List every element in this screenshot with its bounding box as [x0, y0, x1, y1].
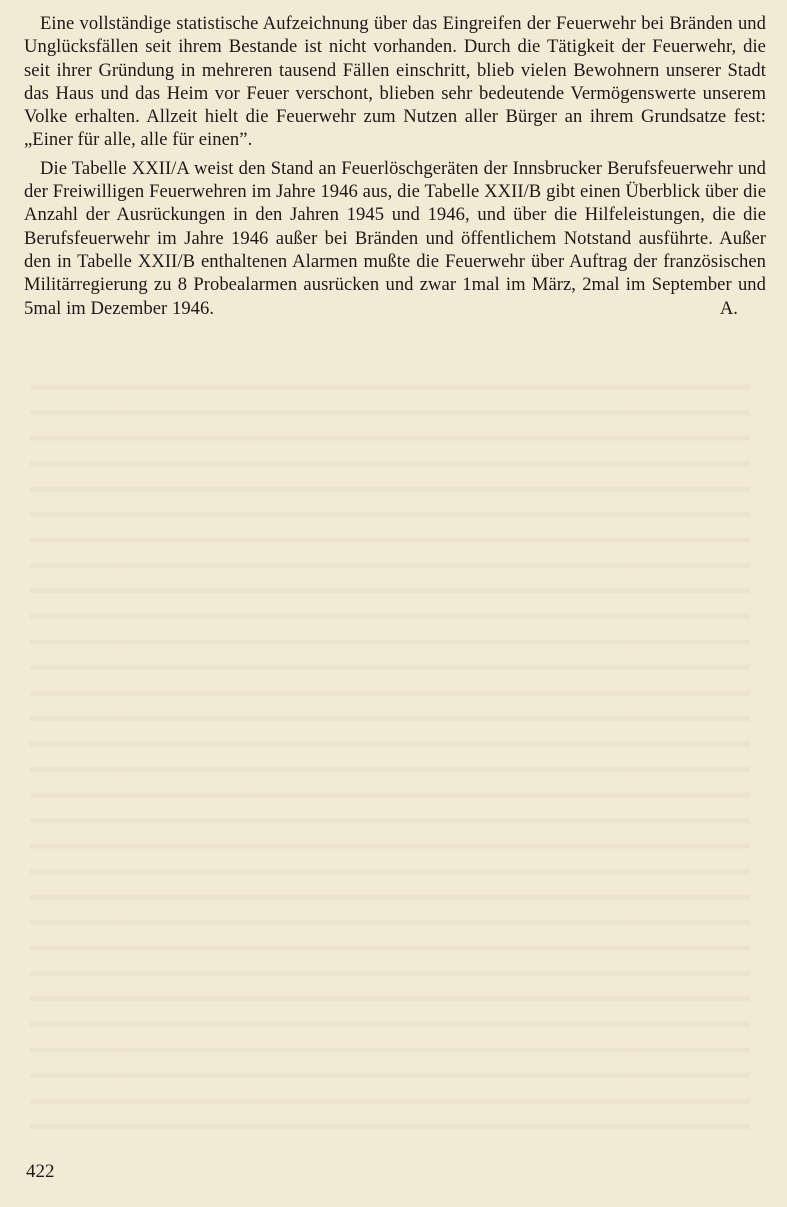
bleed-through-texture: [30, 370, 750, 1150]
author-initial: A.: [719, 297, 738, 319]
paragraph-2: [24, 157, 766, 320]
paragraph-1: Eine vollständige statistische Aufzeichnung über das Eingreifen der Feuerwehr bei Bränden und Unglücksfällen seit ihrem Bestande ist nicht vorhanden. Durch die Tätigkeit der Feuerwehr, die seit ihrer Gründung in mehreren tausend Fällen einschritt, blieb vielen Bewohnern unserer Stadt das Haus und das Heim vor Feuer verschont, blieben sehr bedeutende Vermögenswerte unserem Volke erhalten. Allzeit hielt die Feuerwehr zum Nutzen aller Bürger an ihrem Grundsatze fest: „Einer für alle, alle für einen”.: [24, 13, 766, 151]
body-text: [24, 12, 766, 320]
paragraph-2-text: Die Tabelle XXII/A weist den Stand an Feuerlöschgeräten der Innsbrucker Berufsfeuerwehr und der Freiwilligen Feuerwehren im Jahre 1946 aus, die Tabelle XXII/B gibt einen Überblick über die Anzahl der Ausrückungen in den Jahren 1945 und 1946, und über die Hilfeleistungen, die die Berufsfeuerwehr im Jahre 1946 außer bei Bränden und öffentlichem Notstand ausführte. Außer den in Tabelle XXII/B enthaltenen Alarmen mußte die Feuerwehr über Auftrag der französischen Militärregierung zu 8 Probealarmen ausrücken und zwar 1mal im März, 2mal im September und 5mal im Dezember 1946.: [24, 157, 766, 319]
page-number: 422: [26, 1161, 55, 1182]
